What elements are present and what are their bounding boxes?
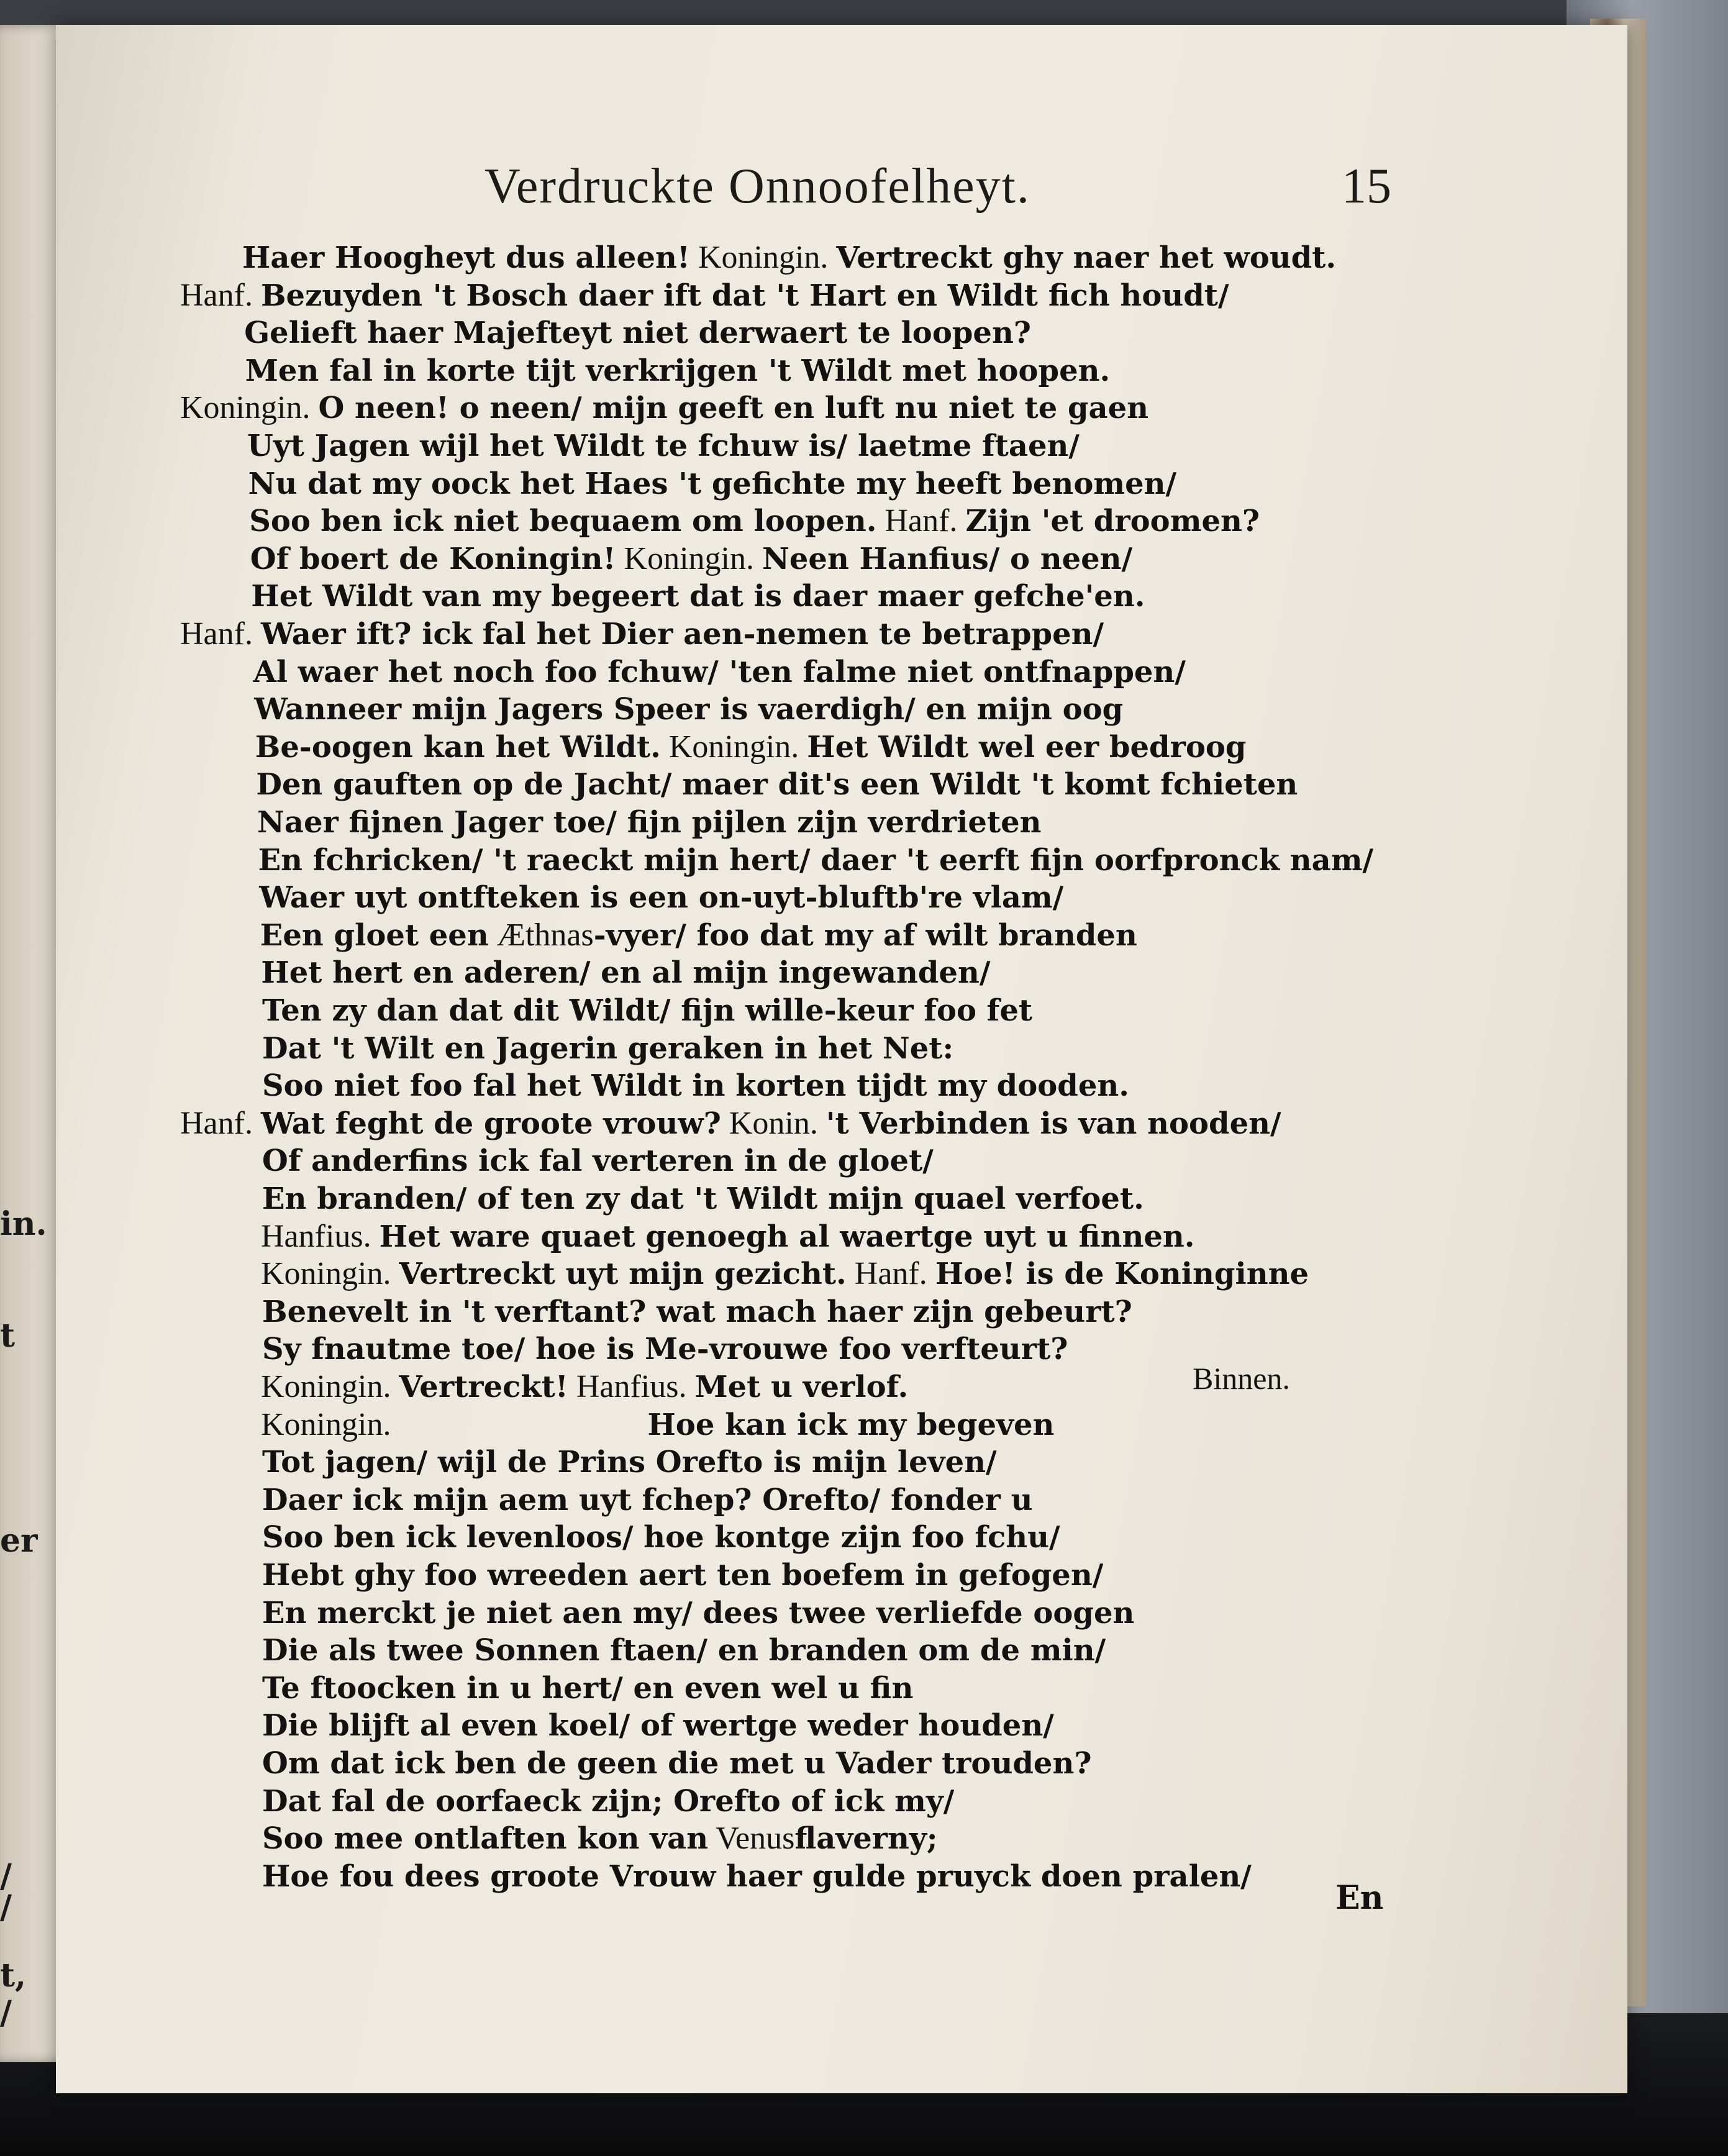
verse-line xyxy=(261,1406,1054,1444)
verse-line xyxy=(247,427,1080,465)
speaker-name: Hanf. xyxy=(180,616,261,652)
verse-line xyxy=(262,1820,938,1857)
verse-line xyxy=(180,389,1148,427)
verse-line xyxy=(256,766,1298,803)
verse-line xyxy=(180,277,1229,314)
verse-text: En branden/ of ten zy dat 't Wildt mijn quael verfoet. xyxy=(262,1181,1144,1216)
verse-text: Bezuyden 't Bosch daer ift dat 't Hart en Wildt fich houdt/ xyxy=(260,278,1229,313)
verse-text: Hebt ghy foo wreeden aert ten boefem in gefogen/ xyxy=(262,1558,1104,1593)
verse-text: Soo mee ontlaften kon van xyxy=(262,1821,709,1857)
speaker-name: Koningin. xyxy=(660,729,807,765)
verse-line xyxy=(262,1670,913,1707)
verse-text: Vertreckt uyt mijn gezicht. xyxy=(399,1257,847,1292)
verse-text: Soo ben ick levenloos/ hoe kontge zijn foo fchu/ xyxy=(262,1520,1060,1555)
verse-line xyxy=(242,239,1336,276)
speaker-name: Hanf. xyxy=(876,503,966,539)
verse-text: Wat feght de groote vrouw? xyxy=(260,1106,721,1141)
speaker-name: Koningin. xyxy=(616,540,762,576)
verse-line xyxy=(261,954,990,991)
verse-text: Om dat ick ben de geen die met u Vader trouden? xyxy=(262,1746,1092,1781)
verse-text: Neen Hanfius/ o neen/ xyxy=(762,541,1133,576)
verse-text: 't Verbinden is van nooden/ xyxy=(825,1106,1281,1141)
speaker-name: Hanf. xyxy=(180,1105,261,1141)
verse-text: O neen! o neen/ mijn geeft en luft nu niet te gaen xyxy=(318,391,1149,426)
verse-text: Haer Hoogheyt dus alleen! xyxy=(242,240,690,275)
verse-text: Of anderfins ick fal verteren in de gloet/ xyxy=(262,1144,934,1179)
verse-text: Dat fal de oorfaeck zijn; Orefto of ick my/ xyxy=(262,1783,955,1819)
verse-text: Wanneer mijn Jagers Speer is vaerdigh/ en mijn oog xyxy=(254,692,1124,727)
verse-line xyxy=(262,1783,954,1820)
verse-line xyxy=(249,503,1260,540)
speaker-name: Koningin. xyxy=(689,240,837,275)
verse-line xyxy=(180,1105,1281,1142)
verse-line xyxy=(262,1330,1068,1368)
verse-text: Waer uyt ontfteken is een on-uyt-bluftb're vlam/ xyxy=(259,880,1064,916)
speaker-name: Konin. xyxy=(721,1105,826,1141)
verse-text: Dat 't Wilt en Jagerin geraken in het Net: xyxy=(262,1030,954,1066)
verse-line xyxy=(253,653,1186,691)
verse-text: En merckt je niet aen my/ dees twee verliefde oogen xyxy=(262,1595,1135,1631)
verse-text: Die blijft al even koel/ of wertge weder houden/ xyxy=(262,1708,1054,1744)
speaker-name: Koningin. xyxy=(261,1256,399,1292)
verse-line xyxy=(251,578,1145,615)
verse-line xyxy=(248,465,1177,503)
speaker-name: Hanf. xyxy=(846,1256,935,1292)
verse-text: Sy fnautme toe/ hoe is Me-vrouwe foo verfteurt? xyxy=(262,1332,1068,1367)
verse-text: Daer ick mijn aem uyt fchep? Orefto/ fonder u xyxy=(262,1482,1033,1517)
verse-line xyxy=(262,1180,1144,1217)
verse-line xyxy=(244,314,1031,352)
verse-text: Al waer het noch foo fchuw/ 'ten falme niet ontfnappen/ xyxy=(253,654,1186,689)
verse-text: Uyt Jagen wijl het Wildt te fchuw is/ laetme ftaen/ xyxy=(247,429,1080,463)
verse-text: Soo ben ick niet bequaem om loopen. xyxy=(249,504,877,539)
verse-line xyxy=(262,1858,1252,1895)
verse-line xyxy=(262,1067,1129,1104)
verse-text: Hoe fou dees groote Vrouw haer gulde pruyck doen pralen/ xyxy=(262,1858,1252,1894)
verse-line xyxy=(260,917,1137,954)
verse-text: Gelieft haer Majefteyt niet derwaert te loopen? xyxy=(244,316,1031,351)
verse-text: flaverny; xyxy=(794,1821,938,1857)
speaker-name: Hanfius. xyxy=(261,1218,380,1254)
verse-text: Het Wildt van my begeert dat is daer maer gefche'en. xyxy=(251,579,1145,614)
verse-line xyxy=(262,1707,1054,1744)
verse-line xyxy=(262,1745,1091,1782)
running-head xyxy=(422,158,1391,233)
running-title: Verdruckte Onnoofelheyt. xyxy=(484,159,1030,214)
verse-text: Naer fijnen Jager toe/ fijn pijlen zijn verdrieten xyxy=(257,805,1042,840)
verse-line xyxy=(262,1142,934,1180)
verse-text: Hoe kan ick my begeven xyxy=(647,1407,1055,1442)
verse-line xyxy=(261,1368,908,1406)
verse-text: Het hert en aderen/ en al mijn ingewanden/ xyxy=(261,955,991,991)
verse-text: Men fal in korte tijt verkrijgen 't Wildt met hoopen. xyxy=(245,353,1111,388)
verse-line xyxy=(262,1481,1033,1519)
verse-text: Zijn 'et droomen? xyxy=(965,504,1260,539)
speaker-name: Koningin. xyxy=(261,1369,399,1404)
verse-text: Of boert de Koningin! xyxy=(250,541,616,576)
verse-line xyxy=(250,540,1132,578)
verse-line xyxy=(262,1030,953,1067)
verse-text: Nu dat my oock het Haes 't gefichte my heeft benomen/ xyxy=(248,466,1177,501)
verse-line xyxy=(180,616,1104,653)
verse-text: Een gloet een xyxy=(260,917,489,953)
verse-text: En fchricken/ 't raeckt mijn hert/ daer 't eerft fijn oorfpronck nam/ xyxy=(258,842,1374,878)
verse-line xyxy=(259,879,1063,916)
facing-page-fragment: / xyxy=(0,1857,12,1895)
page-number: 15 xyxy=(1342,159,1391,214)
catchword: En xyxy=(1335,1879,1384,1917)
verse-line xyxy=(257,804,1042,841)
verse-text: Vertreckt ghy naer het woudt. xyxy=(836,240,1337,275)
verse-roman-word: Venus xyxy=(708,1821,795,1857)
verse-text: Die als twee Sonnen ftaen/ en branden om de min/ xyxy=(262,1633,1106,1668)
facing-page-fragment: / xyxy=(0,1994,12,2032)
facing-page-fragment: t xyxy=(0,1317,16,1355)
facing-page-fragment: / xyxy=(0,1888,12,1926)
verse-line xyxy=(262,1444,997,1481)
verse-text: Den gauften op de Jacht/ maer dit's een Wildt 't komt fchieten xyxy=(256,767,1298,803)
facing-page-fragment: in. xyxy=(0,1205,47,1243)
speaker-name: Koningin. xyxy=(180,390,319,426)
verse-line xyxy=(262,1594,1134,1632)
verse-line xyxy=(262,992,1032,1029)
speaker-name: Koningin. xyxy=(261,1406,399,1442)
verse-text: Tot jagen/ wijl de Prins Orefto is mijn leven/ xyxy=(262,1445,997,1480)
verse-text: Hoe! is de Koninginne xyxy=(935,1257,1309,1292)
verse-text: Benevelt in 't verftant? wat mach haer zijn gebeurt? xyxy=(262,1294,1132,1329)
verse-text: Soo niet foo fal het Wildt in korten tijdt my dooden. xyxy=(262,1068,1129,1104)
book-page xyxy=(56,25,1627,2093)
stage-direction: Binnen. xyxy=(1193,1361,1290,1396)
verse-line xyxy=(262,1519,1060,1556)
verse-text: Met u verlof. xyxy=(694,1370,909,1404)
verse-roman-word: Æthnas xyxy=(488,917,594,953)
speaker-name: Hanfius. xyxy=(568,1369,695,1404)
verse-text: Waer ift? ick fal het Dier aen-nemen te betrappen/ xyxy=(260,617,1104,652)
verse-line xyxy=(245,352,1110,389)
verse-line xyxy=(261,1218,1195,1255)
verse-line xyxy=(261,1255,1309,1293)
verse-text: -vyer/ foo dat my af wilt branden xyxy=(593,917,1137,953)
speaker-name: Hanf. xyxy=(180,277,261,313)
verse-line xyxy=(258,842,1373,879)
verse-line xyxy=(255,729,1247,766)
facing-page-fragment: t, xyxy=(0,1957,27,1995)
verse-text: Ten zy dan dat dit Wildt/ fijn wille-keur foo fet xyxy=(262,993,1033,1028)
verse-line xyxy=(262,1557,1103,1594)
verse-text: Vertreckt! xyxy=(399,1370,568,1404)
facing-page-fragment: er xyxy=(0,1522,38,1560)
verse-text: Het ware quaet genoegh al waertge uyt u finnen. xyxy=(379,1219,1195,1254)
verse-text: Het Wildt wel eer bedroog xyxy=(807,729,1247,765)
verse-line xyxy=(262,1293,1132,1330)
verse-line xyxy=(262,1632,1106,1669)
verse-text: Be-oogen kan het Wildt. xyxy=(255,729,661,765)
verse-text: Te ftoocken in u hert/ en even wel u fin xyxy=(262,1670,914,1706)
verse-line xyxy=(254,691,1123,728)
